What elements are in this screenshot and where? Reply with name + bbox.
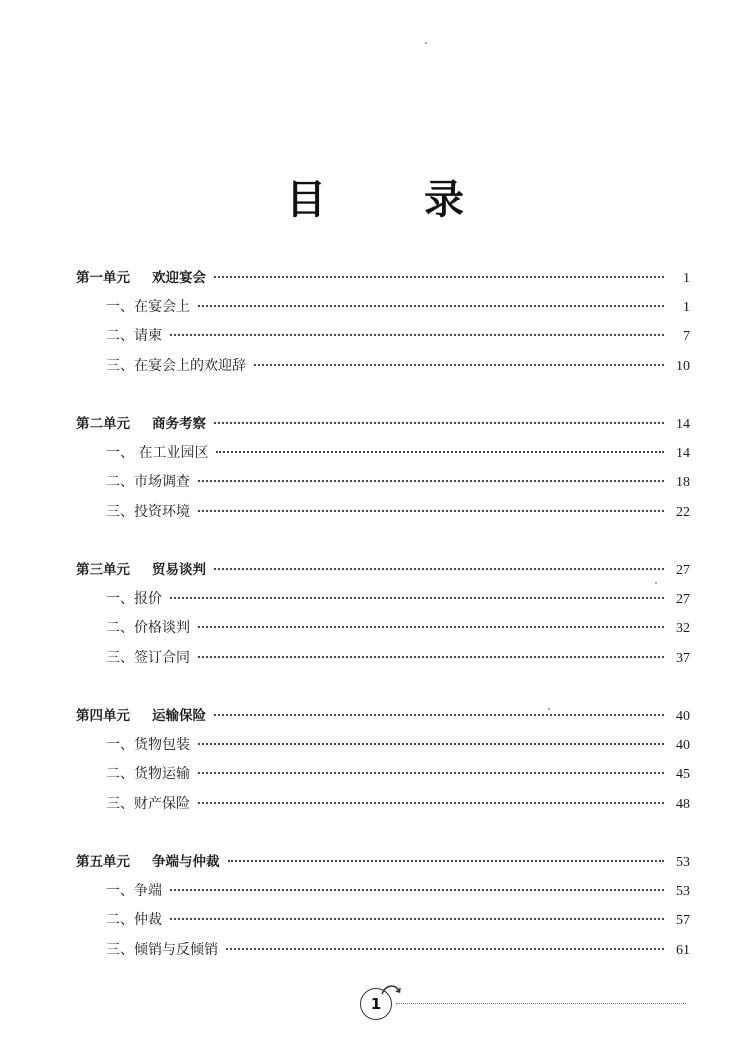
section-title: 三、在宴会上的欢迎辞 bbox=[106, 357, 246, 374]
section-title: 三、投资环境 bbox=[106, 503, 190, 520]
dot-leader bbox=[226, 948, 664, 950]
dot-leader bbox=[170, 334, 664, 336]
toc-unit bbox=[76, 558, 690, 676]
chapter-page-number: 1 bbox=[683, 271, 690, 286]
dot-leader bbox=[214, 422, 664, 424]
toc-chapter-entry bbox=[76, 704, 690, 734]
chapter-number: 第一单元 bbox=[76, 270, 130, 286]
dot-leader bbox=[198, 305, 664, 307]
page-footer bbox=[360, 988, 690, 1022]
footer-dotted-line bbox=[396, 1003, 686, 1004]
dot-leader bbox=[254, 364, 664, 366]
scan-speck bbox=[548, 708, 550, 710]
chapter-page-number: 27 bbox=[676, 563, 690, 578]
toc-section-entry bbox=[76, 588, 690, 618]
section-title: 一、报价 bbox=[106, 590, 162, 607]
chapter-title: 商务考察 bbox=[152, 416, 206, 432]
toc-section-entry bbox=[76, 647, 690, 677]
dot-leader bbox=[170, 918, 664, 920]
dot-leader bbox=[170, 889, 664, 891]
dot-leader bbox=[198, 626, 664, 628]
chapter-title: 欢迎宴会 bbox=[152, 270, 206, 286]
chapter-number: 第二单元 bbox=[76, 416, 130, 432]
chapter-page-number: 14 bbox=[676, 417, 690, 432]
table-of-contents bbox=[76, 266, 690, 996]
toc-section-entry bbox=[76, 734, 690, 764]
toc-chapter-entry bbox=[76, 266, 690, 296]
toc-section-entry bbox=[76, 501, 690, 531]
dot-leader bbox=[216, 451, 664, 453]
section-title: 二、市场调查 bbox=[106, 474, 190, 490]
section-title: 二、仲裁 bbox=[106, 912, 162, 928]
dot-leader bbox=[198, 480, 664, 482]
chapter-page-number: 40 bbox=[676, 709, 690, 724]
toc-section-entry bbox=[76, 617, 690, 647]
section-title: 一、 在工业园区 bbox=[106, 444, 209, 461]
dot-leader bbox=[170, 597, 664, 599]
dot-leader bbox=[214, 568, 664, 570]
toc-section-entry bbox=[76, 296, 690, 326]
scan-speck bbox=[425, 42, 427, 44]
toc-chapter-entry bbox=[76, 558, 690, 588]
dot-leader bbox=[198, 802, 664, 804]
section-page-number: 27 bbox=[676, 591, 690, 607]
section-page-number: 14 bbox=[676, 445, 690, 461]
swirl-arrow-icon bbox=[380, 982, 402, 998]
chapter-page-number: 53 bbox=[676, 855, 690, 870]
section-title: 三、签订合同 bbox=[106, 649, 190, 666]
toc-unit bbox=[76, 850, 690, 968]
toc-section-entry bbox=[76, 471, 690, 501]
section-title: 一、争端 bbox=[106, 882, 162, 899]
footer-page-number: 1 bbox=[370, 995, 382, 1013]
section-title: 二、价格谈判 bbox=[106, 620, 190, 636]
toc-section-entry bbox=[76, 763, 690, 793]
dot-leader bbox=[214, 714, 664, 716]
chapter-title: 争端与仲裁 bbox=[152, 854, 220, 870]
section-page-number: 53 bbox=[676, 883, 690, 899]
chapter-number: 第三单元 bbox=[76, 562, 130, 578]
section-title: 二、请柬 bbox=[106, 328, 162, 344]
toc-section-entry bbox=[76, 442, 690, 472]
chapter-title: 运输保险 bbox=[152, 708, 206, 724]
toc-section-entry bbox=[76, 355, 690, 385]
toc-unit bbox=[76, 266, 690, 384]
dot-leader bbox=[198, 656, 664, 658]
section-page-number: 61 bbox=[676, 942, 690, 958]
section-page-number: 22 bbox=[676, 504, 690, 520]
dot-leader bbox=[198, 772, 664, 774]
section-title: 二、货物运输 bbox=[106, 766, 190, 782]
section-page-number: 45 bbox=[676, 767, 690, 782]
section-title: 一、货物包装 bbox=[106, 736, 190, 753]
page-title: 目 录 bbox=[286, 177, 506, 223]
dot-leader bbox=[198, 743, 664, 745]
toc-section-entry bbox=[76, 880, 690, 910]
toc-section-entry bbox=[76, 939, 690, 969]
section-page-number: 1 bbox=[683, 299, 690, 315]
toc-section-entry bbox=[76, 909, 690, 939]
dot-leader bbox=[198, 510, 664, 512]
toc-unit bbox=[76, 412, 690, 530]
section-page-number: 10 bbox=[676, 358, 690, 374]
section-page-number: 7 bbox=[683, 329, 690, 344]
section-page-number: 48 bbox=[676, 796, 690, 812]
dot-leader bbox=[228, 860, 665, 862]
toc-chapter-entry bbox=[76, 850, 690, 880]
toc-section-entry bbox=[76, 793, 690, 823]
section-page-number: 32 bbox=[676, 621, 690, 636]
section-page-number: 37 bbox=[676, 650, 690, 666]
chapter-title: 贸易谈判 bbox=[152, 562, 206, 578]
scan-speck bbox=[655, 582, 657, 584]
section-title: 三、倾销与反倾销 bbox=[106, 941, 218, 958]
section-page-number: 57 bbox=[676, 913, 690, 928]
dot-leader bbox=[214, 276, 664, 278]
toc-unit bbox=[76, 704, 690, 822]
section-page-number: 40 bbox=[676, 737, 690, 753]
toc-section-entry bbox=[76, 325, 690, 355]
chapter-number: 第五单元 bbox=[76, 854, 130, 870]
section-title: 三、财产保险 bbox=[106, 795, 190, 812]
section-title: 一、在宴会上 bbox=[106, 298, 190, 315]
section-page-number: 18 bbox=[676, 475, 690, 490]
toc-chapter-entry bbox=[76, 412, 690, 442]
chapter-number: 第四单元 bbox=[76, 708, 130, 724]
